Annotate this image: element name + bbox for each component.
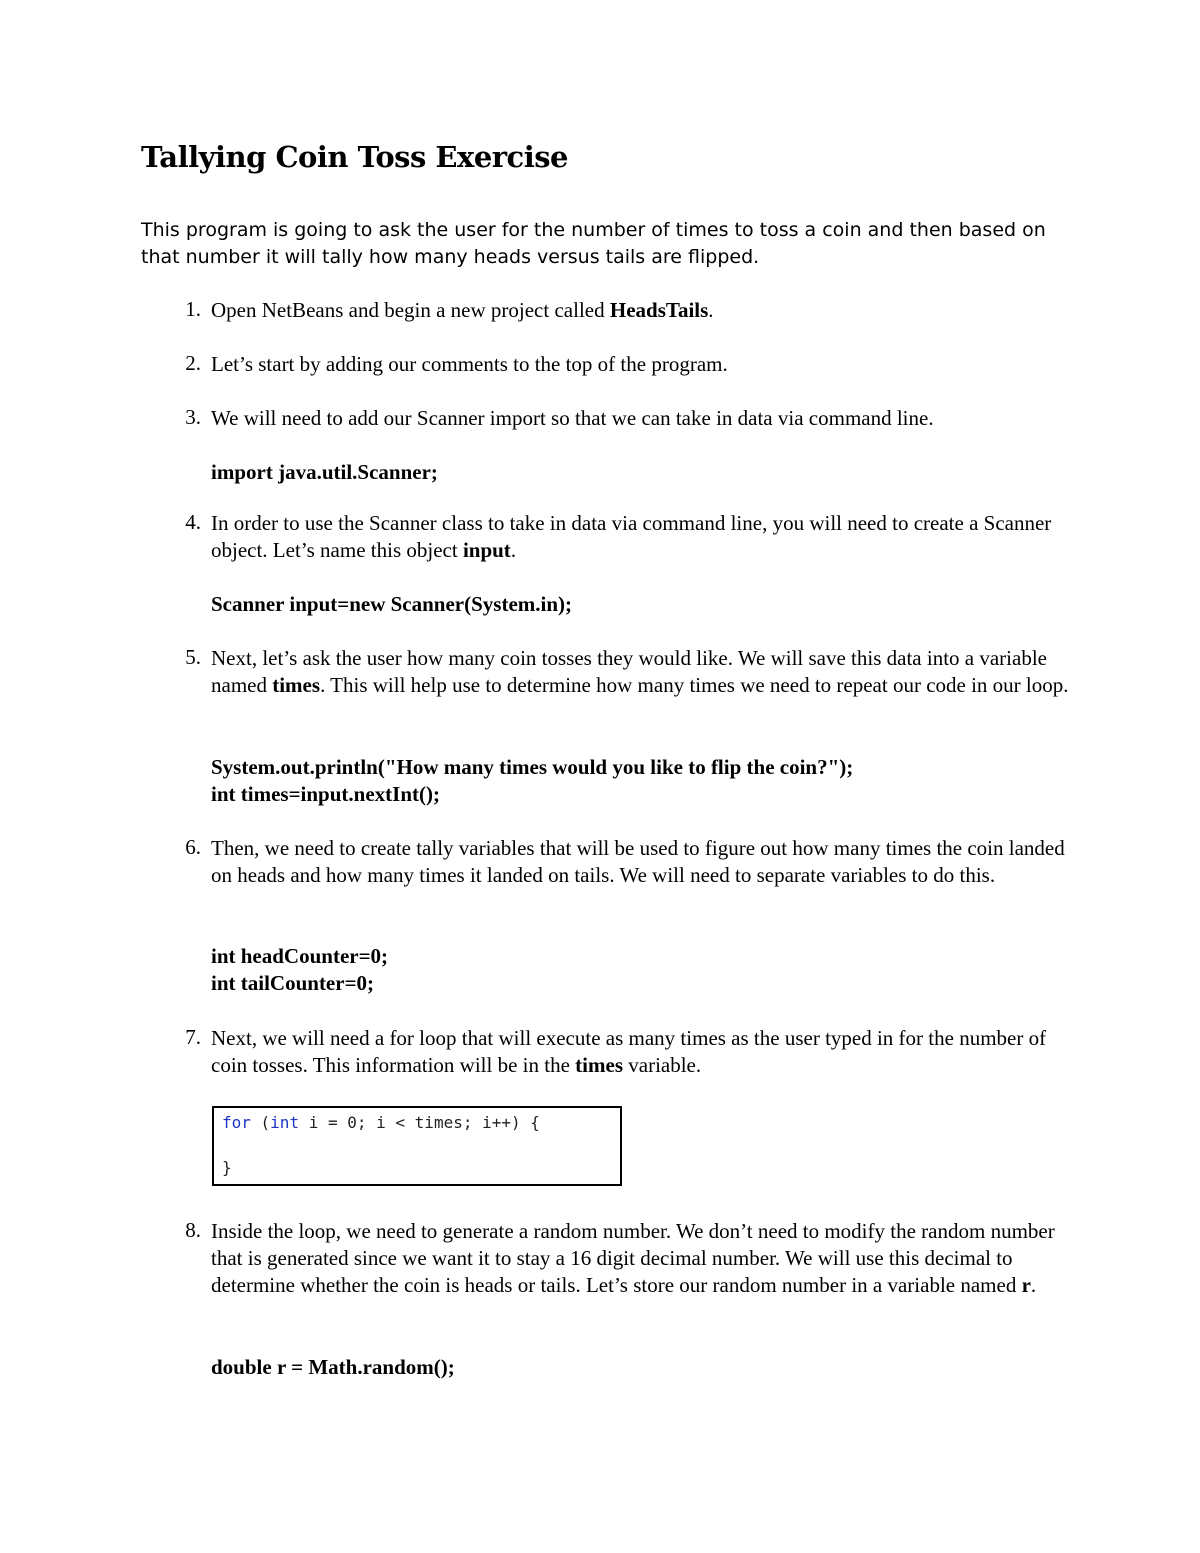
step-number: 6.	[185, 835, 201, 859]
project-name: HeadsTails	[609, 298, 709, 322]
keyword-for: for	[222, 1113, 251, 1132]
code-println: System.out.println("How many times would you like to flip the coin?");	[211, 755, 854, 779]
code-import: import java.util.Scanner;	[211, 460, 438, 484]
code-line-for: for (int i = 0; i < times; i++) {	[222, 1113, 540, 1132]
step-text: In order to use the Scanner class to take in data via command line, you will need to create a Scanner object. Let’s name this object input.	[211, 511, 1052, 562]
keyword-int: int	[270, 1113, 300, 1132]
step-number: 1.	[185, 297, 201, 321]
variable-name: times	[272, 673, 321, 697]
variable-name: times	[575, 1053, 623, 1077]
variable-name: r	[1021, 1273, 1031, 1297]
step-number: 7.	[185, 1025, 201, 1049]
for-loop-code-box	[212, 1106, 622, 1186]
step-text: Inside the loop, we need to generate a random number. We don’t need to modify the random number that is generated since we want it to stay a 16 digit decimal number. We will use this decimal to determine whether the coin is heads or tails. Let’s store our random number in a variable named r.	[211, 1219, 1055, 1297]
page-title: Tallying Coin Toss Exercise	[141, 140, 568, 174]
step-text: Open NetBeans and begin a new project called HeadsTails.	[211, 298, 714, 322]
step-number: 3.	[185, 405, 201, 429]
code-tailcounter: int tailCounter=0;	[211, 971, 375, 995]
step-text: Let’s start by adding our comments to the top of the program.	[211, 352, 728, 376]
step-number: 2.	[185, 351, 201, 375]
object-name: input	[462, 538, 511, 562]
step-number: 4.	[185, 510, 201, 534]
code-random: double r = Math.random();	[211, 1355, 455, 1379]
step-number: 8.	[185, 1218, 201, 1242]
step-text: Next, we will need a for loop that will execute as many times as the user typed in for the number of coin tosses. This information will be in the times variable.	[211, 1026, 1047, 1077]
step-text: Next, let’s ask the user how many coin tosses they would like. We will save this data into a variable named times. This will help use to determine how many times we need to repeat our code in our loop.	[211, 646, 1069, 697]
step-number: 5.	[185, 645, 201, 669]
step-text: We will need to add our Scanner import so that we can take in data via command line.	[211, 406, 934, 430]
code-nextint: int times=input.nextInt();	[211, 782, 440, 806]
code-headcounter: int headCounter=0;	[211, 944, 389, 968]
step-text: Then, we need to create tally variables that will be used to figure out how many times the coin landed on heads and how many times it landed on tails. We will need to separate variables to do this.	[211, 836, 1065, 887]
code-line-close: }	[222, 1158, 232, 1177]
intro-paragraph: This program is going to ask the user for the number of times to toss a coin and then based on that number it will tally how many heads versus tails are flipped.	[141, 219, 1046, 268]
code-scanner: Scanner input=new Scanner(System.in);	[211, 592, 573, 616]
